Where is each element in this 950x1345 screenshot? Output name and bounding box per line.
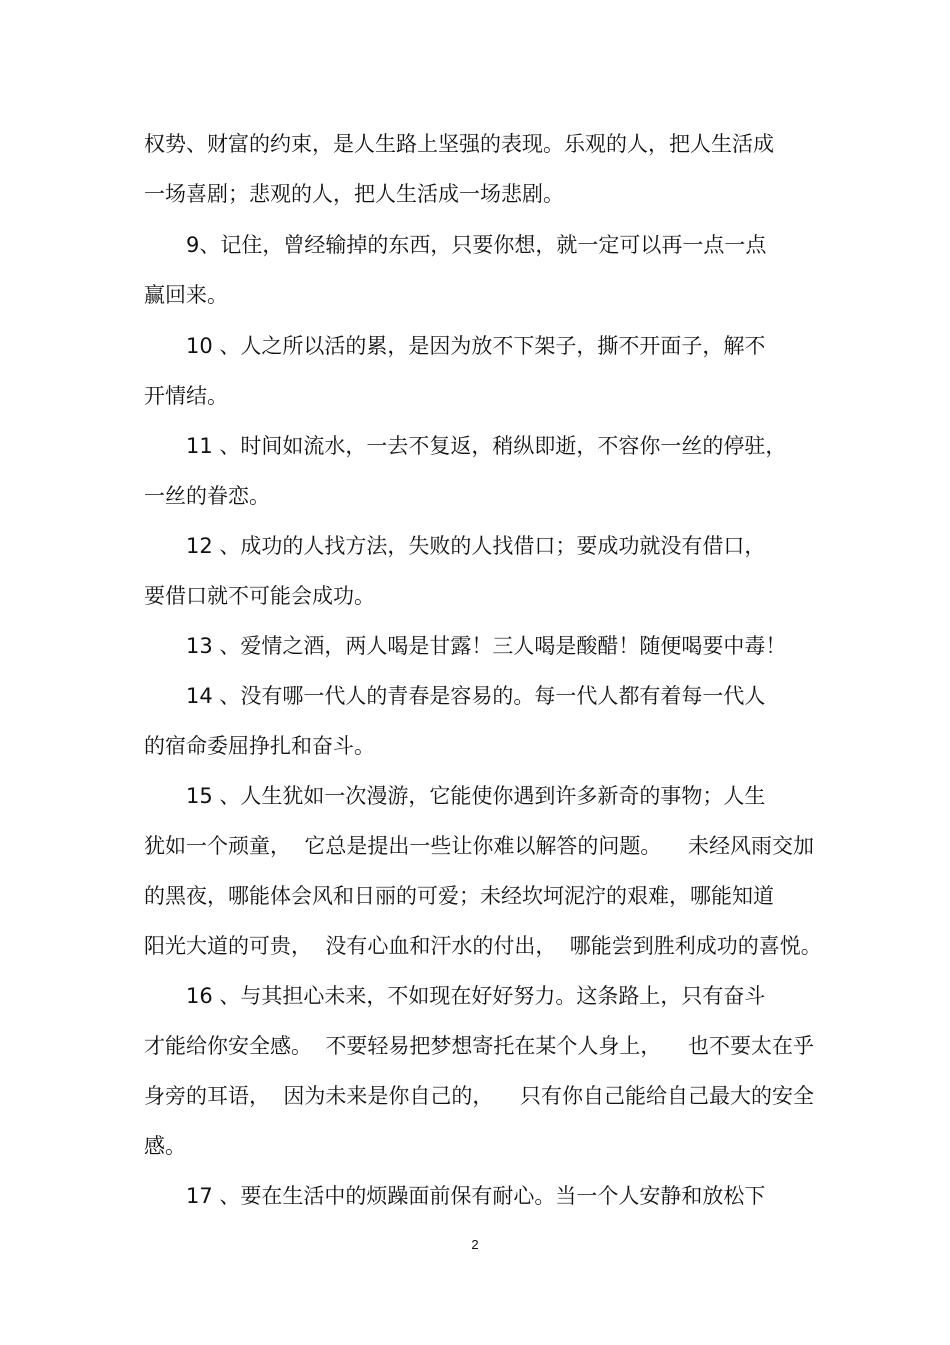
text-line: 14 、没有哪一代人的青春是容易的。每一代人都有着每一代人	[186, 684, 766, 708]
text-line: 要借口就不可能会成功。	[144, 584, 375, 608]
text-line: 开情结。	[144, 384, 228, 408]
text-line: 权势、财富的约束，是人生路上坚强的表现。乐观的人，把人生活成	[144, 132, 774, 156]
text-line: 17 、要在生活中的烦躁面前保有耐心。当一个人安静和放松下	[186, 1184, 766, 1208]
text-line: 一场喜剧；悲观的人，把人生活成一场悲剧。	[144, 182, 564, 206]
text-line: 犹如一个顽童， 它总是提出一些让你难以解答的问题。 未经风雨交加	[144, 834, 815, 858]
text-line: 15 、人生犹如一次漫游，它能使你遇到许多新奇的事物；人生	[186, 784, 766, 808]
text-line: 10 、人之所以活的累，是因为放不下架子，撕不开面子，解不	[186, 334, 766, 358]
text-line: 13 、爱情之酒，两人喝是甘露！三人喝是酸醋！随便喝要中毒！	[186, 634, 787, 658]
text-line: 才能给你安全感。 不要轻易把梦想寄托在某个人身上， 也不要太在乎	[144, 1034, 815, 1058]
text-line: 9、记住，曾经输掉的东西，只要你想，就一定可以再一点一点	[186, 233, 767, 257]
text-line: 阳光大道的可贵， 没有心血和汗水的付出， 哪能尝到胜利成功的喜悦。	[144, 934, 822, 958]
text-line: 一丝的眷恋。	[144, 484, 270, 508]
text-line: 的宿命委屈挣扎和奋斗。	[144, 734, 375, 758]
text-line: 的黑夜，哪能体会风和日丽的可爱；未经坎坷泥泞的艰难，哪能知道	[144, 884, 774, 908]
text-line: 身旁的耳语， 因为未来是你自己的， 只有你自己能给自己最大的安全	[144, 1084, 815, 1108]
text-line: 赢回来。	[144, 283, 228, 307]
text-line: 11 、时间如流水，一去不复返，稍纵即逝，不容你一丝的停驻，	[186, 434, 787, 458]
page-number: 2	[471, 1237, 479, 1252]
text-line: 感。	[144, 1134, 186, 1158]
text-line: 12 、成功的人找方法，失败的人找借口；要成功就没有借口，	[186, 534, 766, 558]
text-line: 16 、与其担心未来，不如现在好好努力。这条路上，只有奋斗	[186, 984, 766, 1008]
